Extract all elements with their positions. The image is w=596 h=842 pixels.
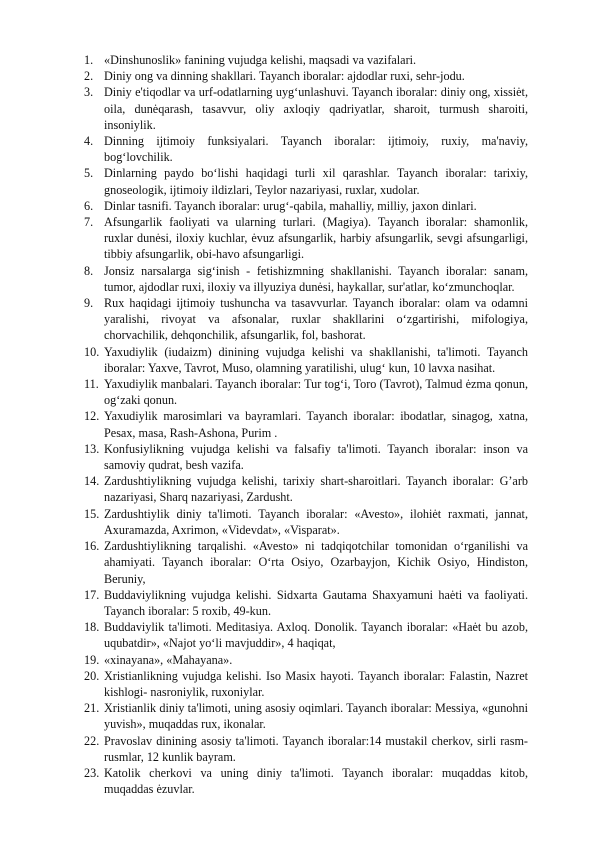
item-number: 18. — [84, 620, 100, 635]
item-number: 15. — [84, 506, 100, 521]
item-text: Xristianlikning vujudga kelishi. Iso Masix hayoti. Tayanch iboralar: Falastin, Nazret kishlogi- nasroniylik, ruxoniylar. — [104, 668, 528, 699]
item-text: Jonsiz narsalarga sig‘inish - fetishizmning shakllanishi. Tayanch iboralar: sanam, tumor, ajdodlar ruxi, iloxiy va illyuziya dunėsi, haykallar, sur'atlar, ko‘zmunchoqlar. — [104, 263, 528, 294]
item-number: 12. — [84, 409, 100, 424]
item-text: Yaxudiylik manbalari. Tayanch iboralar: Tur tog‘i, Toro (Tavrot), Talmud ėzma qonun, og‘zaki qonun. — [104, 377, 528, 408]
list-item — [84, 165, 528, 197]
list-item — [84, 52, 528, 68]
item-text: Konfusiylikning vujudga kelishi va falsafiy ta'limoti. Tayanch iboralar: inson va samoviy qudrat, besh vazifa. — [104, 441, 528, 473]
item-text: Katolik cherkovi va uning diniy ta'limoti. Tayanch iboralar: muqaddas kitob, muqaddas ėzuvlar. — [104, 765, 528, 797]
item-number: 13. — [84, 441, 100, 456]
item-text: Rux haqidagi ijtimoiy tushuncha va tasavvurlar. Tayanch iboralar: olam va odamni yaralishi, rivoyat va afsonalar, ruxlar shakllarini o‘zgartirishi, mifologiya, chorvachilik, dehqonchilik, afsungarlik, fol, bashorat. — [104, 296, 528, 343]
item-text: Diniy e'tiqodlar va urf-odatlarning uyg‘unlashuvi. Tayanch iboralar: diniy ong, xissiėt, oila, dunėqarash, tasavvur, oliy axloqiy qadriyatlar, sharoit, turmush sharoiti, insoniylik. — [104, 85, 528, 132]
item-number: 2. — [84, 69, 94, 84]
item-number: 21. — [84, 701, 100, 716]
list-item — [84, 587, 528, 619]
item-number: 7. — [84, 215, 94, 230]
item-text: Zardushtiylikning vujudga kelishi, tarixiy shart-sharoitlari. Tayanch iboralar: G’arb nazariyasi, Sharq nazariyasi, Zardusht. — [104, 474, 528, 505]
item-number: 22. — [84, 733, 100, 748]
list-item — [84, 733, 528, 765]
item-text: Zardushtiylikning tarqalishi. «Avesto» ni tadqiqotchilar tomonidan o‘rganilishi va ahamiyati. Tayanch iboralar: O‘rta Osiyo, Ozarbayjon, Kichik Osiyo, Hindiston, Beruniy, — [104, 539, 528, 586]
topic-list — [84, 52, 528, 797]
item-text: «Dinshunoslik» fanining vujudga kelishi, maqsadi va vazifalari. — [104, 53, 417, 67]
item-number: 6. — [84, 198, 94, 213]
list-item — [84, 68, 528, 84]
item-number: 14. — [84, 474, 100, 489]
item-number: 10. — [84, 344, 100, 359]
list-item — [84, 765, 528, 797]
list-item — [84, 668, 528, 700]
item-text: Dinlar tasnifi. Tayanch iboralar: urug‘-qabila, mahalliy, milliy, jaxon dinlari. — [104, 198, 477, 213]
item-number: 1. — [84, 53, 94, 67]
list-item — [84, 473, 528, 505]
item-number: 20. — [84, 668, 100, 683]
item-number: 3. — [84, 85, 94, 100]
item-text: Buddaviylik ta'limoti. Meditasiya. Axloq. Donolik. Tayanch iboralar: «Haėt bu azob, uqubatdir», «Najot yo‘li mavjuddir», 4 haqiqat, — [104, 620, 528, 651]
list-item — [84, 700, 528, 732]
list-item — [84, 295, 528, 344]
item-text: Pravoslav dinining asosiy ta'limoti. Tayanch iboralar:14 mustakil cherkov, sirli rasm-rusmlar, 12 kunlik bayram. — [104, 733, 528, 764]
item-text: Zardushtiylik diniy ta'limoti. Tayanch iboralar: «Avesto», ilohiėt raxmati, jannat, Axuramazda, Axrimon, «Videvdat», «Visparat». — [104, 506, 528, 537]
item-text: Diniy ong va dinning shakllari. Tayanch iboralar: ajdodlar ruxi, sehr-jodu. — [104, 69, 465, 84]
list-item — [84, 619, 528, 651]
list-item — [84, 133, 528, 165]
item-text: Dinning ijtimoiy funksiyalari. Tayanch iboralar: ijtimoiy, ruxiy, ma'naviy, bog‘lovchilik. — [104, 134, 528, 165]
list-item — [84, 376, 528, 408]
item-text: Afsungarlik faoliyati va ularning turlari. (Magiya). Tayanch iboralar: shamonlik, ruxlar dunėsi, iloxiy kuchlar, ėvuz afsungarlik, harbiy afsungarlik, sevgi afsungarligi, tibbiy afsungarlik, obi-havo afsungarligi. — [104, 215, 528, 262]
list-item — [84, 214, 528, 263]
item-number: 5. — [84, 166, 94, 181]
item-text: Xristianlik diniy ta'limoti, uning asosiy oqimlari. Tayanch iboralar: Messiya, «gunohni yuvish», muqaddas rux, ikonalar. — [104, 701, 528, 732]
list-item — [84, 198, 528, 214]
item-number: 4. — [84, 134, 94, 149]
list-item — [84, 538, 528, 587]
item-text: Yaxudiylik marosimlari va bayramlari. Tayanch iboralar: ibodatlar, sinagog, xatna, Pesax, masa, Rash-Ashona, Purim . — [104, 409, 528, 440]
item-number: 16. — [84, 539, 100, 554]
item-text: Dinlarning paydo bo‘lishi haqidagi turli xil qarashlar. Tayanch iboralar: tarixiy, gnoseologik, ijtimoiy ildizlari, Teylor nazariyasi, ruxlar, xudolar. — [104, 166, 528, 197]
item-number: 19. — [84, 652, 100, 667]
item-text: Yaxudiylik (iudaizm) dinining vujudga kelishi va shakllanishi, ta'limoti. Tayanch iboralar: Yaxve, Tavrot, Muso, olamning yaratilishi, ulug‘ kun, 10 lavxa nasihat. — [104, 344, 528, 375]
item-number: 8. — [84, 263, 94, 278]
item-number: 23. — [84, 765, 100, 780]
item-text: «xinayana», «Mahayana». — [104, 652, 233, 667]
list-item — [84, 84, 528, 133]
list-item — [84, 344, 528, 376]
list-item — [84, 652, 528, 668]
list-item — [84, 441, 528, 473]
item-number: 11. — [84, 377, 99, 392]
list-item — [84, 263, 528, 295]
item-number: 17. — [84, 587, 100, 602]
item-text: Buddaviylikning vujudga kelishi. Sidxarta Gautama Shaxyamuni haėti va faoliyati. Tayanch iboralar: 5 roxib, 49-kun. — [104, 587, 528, 618]
list-item — [84, 408, 528, 440]
list-item — [84, 506, 528, 538]
item-number: 9. — [84, 296, 94, 311]
